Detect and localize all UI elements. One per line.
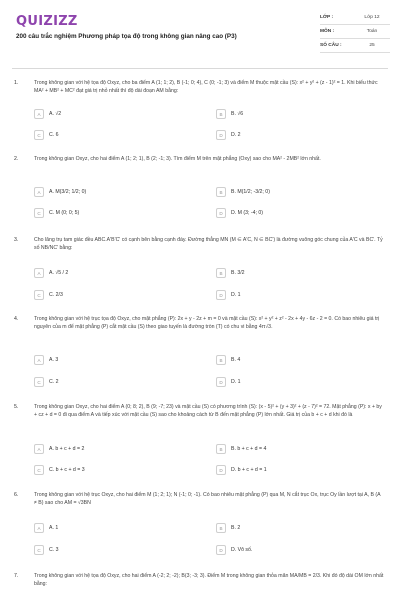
option-letter: D — [216, 208, 226, 218]
option-letter: D — [216, 290, 226, 300]
question-number: 1. — [14, 80, 19, 86]
option-c[interactable] — [34, 207, 189, 219]
meta-row-grade — [320, 11, 390, 25]
option-c[interactable] — [34, 544, 189, 556]
option-letter: B — [216, 187, 226, 197]
option-letter: C — [34, 465, 44, 475]
option-text: A. b + c + d = 2 — [49, 446, 85, 452]
option-b[interactable] — [216, 354, 371, 366]
question-2 — [12, 156, 388, 218]
question-5 — [12, 404, 388, 478]
page-header — [0, 0, 400, 60]
question-number: 7. — [14, 573, 19, 579]
question-number: 3. — [14, 237, 19, 243]
option-text: B. b + c + d = 4 — [231, 446, 267, 452]
option-b[interactable] — [216, 267, 371, 279]
option-letter: C — [34, 290, 44, 300]
header-divider — [12, 68, 388, 69]
question-number: 5. — [14, 404, 19, 410]
option-text: B. 3/2 — [231, 270, 245, 276]
option-b[interactable] — [216, 186, 371, 198]
option-a[interactable] — [34, 443, 189, 455]
question-6 — [12, 492, 388, 558]
page-title: 200 câu trắc nghiệm Phương pháp tọa độ trong không gian nâng cao (P3) — [16, 33, 237, 40]
option-letter: A — [34, 355, 44, 365]
option-text: B. 2 — [231, 525, 241, 531]
option-b[interactable] — [216, 522, 371, 534]
option-text: B. √6 — [231, 111, 244, 117]
option-d[interactable] — [216, 544, 371, 556]
question-text: Trong không gian với hệ trục tọa độ Oxyz, cho mặt phẳng (P): 2x + y - 2z + m = 0 và mặt cầu (S): x² + y² + z² - 2x + 4y - 6z - 2 = 0. Có bao nhiêu giá trị nguyên của m để mặt phẳng (P) cắt mặt cầu (S) theo giao tuyến là đường tròn (T) có chu vi bằng 4π√3. — [34, 316, 380, 330]
option-d[interactable] — [216, 464, 371, 476]
meta-row-subject — [320, 25, 390, 39]
question-7 — [12, 573, 388, 595]
option-letter: B — [216, 109, 226, 119]
option-d[interactable] — [216, 376, 371, 388]
meta-row-count — [320, 39, 390, 53]
option-d[interactable] — [216, 289, 371, 301]
quizizz-logo: QUIZIZZ — [16, 14, 78, 29]
option-letter: D — [216, 377, 226, 387]
option-letter: D — [216, 545, 226, 555]
option-a[interactable] — [34, 108, 189, 120]
question-text: Trong không gian với hệ tọa độ Oxyz, cho hai điểm A (-2; 2; -2); B(3; -3; 3). Điểm M trong không gian thỏa mãn MA/MB = 2/3. Khi đó độ dài OM lớn nhất bằng: — [34, 573, 384, 587]
option-text: B. M(1/2; -3/2; 0) — [231, 189, 270, 195]
meta-value: Toán — [366, 29, 378, 34]
option-text: C. b + c + d = 3 — [49, 467, 85, 473]
option-text: C. M (0; 0; 5) — [49, 210, 80, 216]
meta-value: Lớp 12 — [364, 15, 380, 20]
option-a[interactable] — [34, 186, 189, 198]
meta-key: MÔN : — [320, 29, 335, 34]
option-letter: D — [216, 465, 226, 475]
question-text: Trong không gian Oxyz, cho hai điểm A (0; 8; 2), B (9; -7; 23) và mặt cầu (S) có phương trình (S): (x - 5)² + (y + 3)² + (z - 7)² = 72. Mặt phẳng (P): x + by + cz + d = 0 đi qua điểm A và tiếp xúc với mặt cầu (S) sao cho khoảng cách từ B đến mặt phẳng (P) lớn nhất. Giá trị của b + c + d khi đó là — [34, 404, 382, 418]
option-letter: D — [216, 130, 226, 140]
meta-table — [320, 11, 390, 53]
question-number: 6. — [14, 492, 19, 498]
option-text: B. 4 — [231, 357, 241, 363]
option-text: A. 1 — [49, 525, 59, 531]
option-text: D. Vô số. — [231, 547, 253, 553]
option-a[interactable] — [34, 522, 189, 534]
option-letter: A — [34, 109, 44, 119]
option-text: D. 1 — [231, 292, 241, 298]
option-letter: A — [34, 268, 44, 278]
option-text: C. 6 — [49, 132, 59, 138]
option-d[interactable] — [216, 207, 371, 219]
option-letter: B — [216, 444, 226, 454]
option-letter: B — [216, 523, 226, 533]
meta-value: 25 — [369, 43, 375, 48]
option-text: C. 2/3 — [49, 292, 63, 298]
option-text: A. √2 — [49, 111, 62, 117]
option-a[interactable] — [34, 354, 189, 366]
question-number: 4. — [14, 316, 19, 322]
option-c[interactable] — [34, 289, 189, 301]
option-b[interactable] — [216, 108, 371, 120]
option-b[interactable] — [216, 443, 371, 455]
question-number: 2. — [14, 156, 19, 162]
question-3 — [12, 237, 388, 301]
question-text: Trong không gian với hệ tọa độ Oxyz, cho ba điểm A (1; 1; 2), B (-1; 0; 4), C (0; -1; 3) và điểm M thuộc mặt cầu (S): x² + y² + (z - 1)² = 1. Khi biểu thức MA² + MB² + MC² đạt giá trị nhỏ nhất thì độ dài đoạn AM bằng: — [34, 80, 378, 94]
option-c[interactable] — [34, 464, 189, 476]
option-letter: C — [34, 130, 44, 140]
option-letter: C — [34, 545, 44, 555]
question-text: Trong không gian với hệ trục Oxyz, cho hai điểm M (1; 2; 1); N (-1; 0; -1). Có bao nhiêu mặt phẳng (P) qua M, N cắt trục Ox, trục Oy lần lượt tại A, B (A ≠ B) sao cho AM = √3BN — [34, 492, 381, 506]
option-text: C. 3 — [49, 547, 59, 553]
option-text: C. 2 — [49, 379, 59, 385]
option-text: D. 2 — [231, 132, 241, 138]
option-c[interactable] — [34, 129, 189, 141]
option-c[interactable] — [34, 376, 189, 388]
meta-key: SỐ CÂU : — [320, 43, 342, 48]
option-d[interactable] — [216, 129, 371, 141]
option-letter: A — [34, 523, 44, 533]
option-a[interactable] — [34, 267, 189, 279]
option-text: D. M (3; -4; 0) — [231, 210, 263, 216]
option-text: D. 1 — [231, 379, 241, 385]
option-letter: A — [34, 444, 44, 454]
option-letter: C — [34, 208, 44, 218]
option-letter: C — [34, 377, 44, 387]
option-letter: B — [216, 268, 226, 278]
question-4 — [12, 316, 388, 392]
question-text: Trong không gian Oxyz, cho hai điểm A (1; 2; 1), B (2; -1; 3). Tìm điểm M trên mặt phẳng (Oxy) sao cho MA² - 2MB² lớn nhất. — [34, 156, 321, 162]
option-text: A. M(3/2; 1/2; 0) — [49, 189, 87, 195]
option-text: D. b + c + d = 1 — [231, 467, 267, 473]
question-text: Cho lăng trụ tam giác đều ABC.A'B'C' có cạnh bên bằng cạnh đáy. Đường thẳng MN (M ∈ A'C, N ∈ BC') là đường vuông góc chung của A'C và BC'. Tỷ số NB/NC' bằng: — [34, 237, 383, 251]
option-letter: A — [34, 187, 44, 197]
option-text: A. 3 — [49, 357, 59, 363]
option-text: A. √5 / 2 — [49, 270, 69, 276]
option-letter: B — [216, 355, 226, 365]
meta-key: LỚP : — [320, 15, 334, 20]
question-1 — [12, 80, 388, 140]
